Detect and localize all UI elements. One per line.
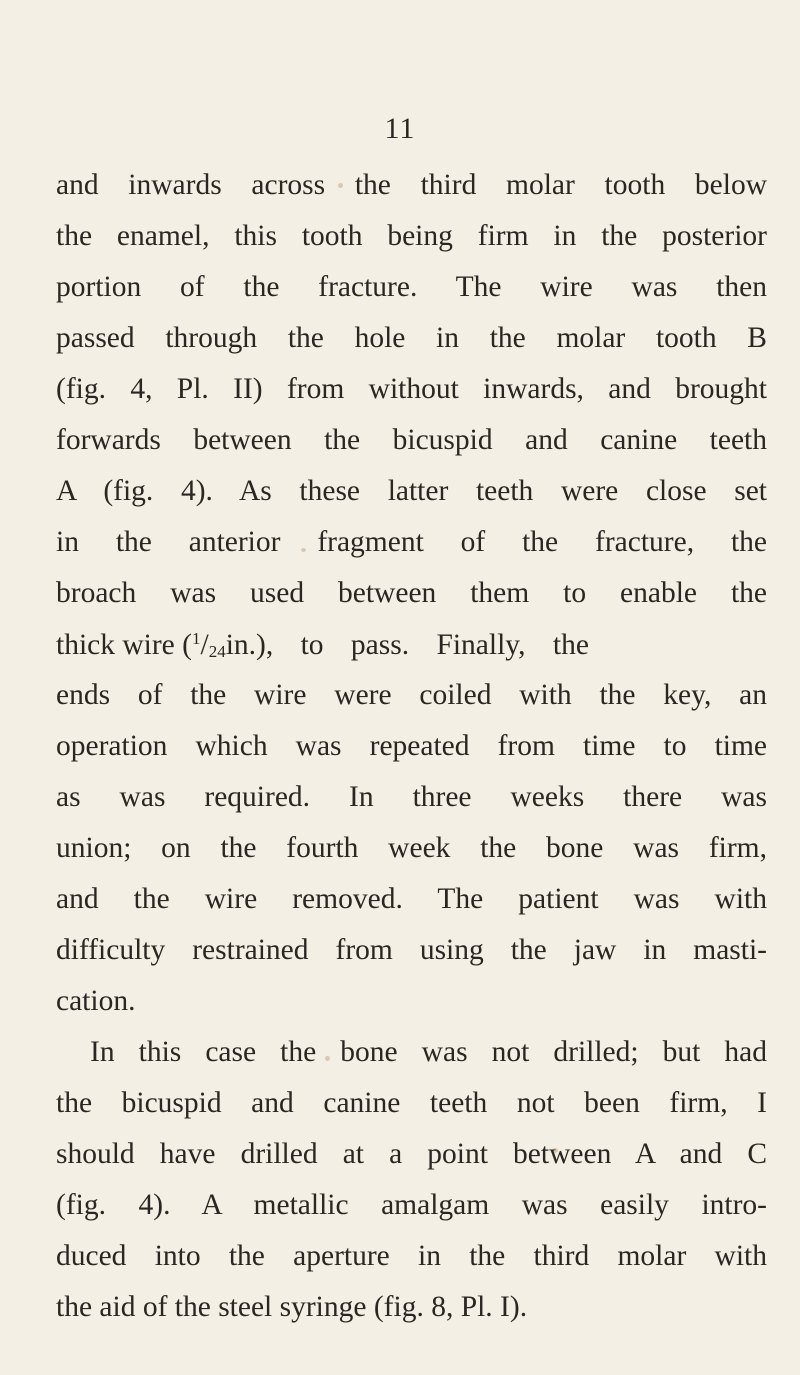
fraction-denominator: 24 — [208, 642, 226, 661]
text-line: passed through the hole in the molar tooth B — [56, 322, 767, 354]
line-start: thick wire ( — [56, 629, 192, 661]
text-line: the enamel, this tooth being firm in the posterior — [56, 220, 767, 252]
text-line: operation which was repeated from time to time — [56, 730, 767, 762]
text-line: ends of the wire were coiled with the key, an — [56, 679, 767, 711]
line-end: in.), to pass. Finally, the — [225, 629, 589, 661]
text-line: broach was used between them to enable the — [56, 577, 767, 609]
text-line: cation. — [56, 985, 136, 1017]
text-line: portion of the fracture. The wire was then — [56, 271, 767, 303]
text-line-with-fraction — [56, 630, 767, 661]
text-line: forwards between the bicuspid and canine teeth — [56, 424, 767, 456]
text-line: the aid of the steel syringe (fig. 8, Pl. I). — [56, 1291, 528, 1323]
text-line: should have drilled at a point between A and C — [56, 1138, 767, 1170]
text-line: and the wire removed. The patient was with — [56, 883, 767, 915]
fraction-slash: / — [200, 629, 209, 661]
text-line: the bicuspid and canine teeth not been firm, I — [56, 1087, 767, 1119]
text-line: difficulty restrained from using the jaw in masti- — [56, 934, 767, 966]
page-number: 11 — [384, 112, 416, 145]
text-line: and inwards across the third molar tooth below — [56, 169, 767, 201]
text-line: as was required. In three weeks there was — [56, 781, 767, 813]
fraction-numerator: 1 — [191, 629, 201, 648]
text-line: (fig. 4, Pl. II) from without inwards, and brought — [56, 373, 767, 405]
text-line: A (fig. 4). As these latter teeth were close set — [56, 475, 767, 507]
text-line: In this case the bone was not drilled; but had — [90, 1036, 767, 1068]
text-line: in the anterior fragment of the fracture, the — [56, 526, 767, 558]
text-line: union; on the fourth week the bone was firm, — [56, 832, 767, 864]
text-line: (fig. 4). A metallic amalgam was easily intro- — [56, 1189, 767, 1221]
text-line: duced into the aperture in the third molar with — [56, 1240, 767, 1272]
